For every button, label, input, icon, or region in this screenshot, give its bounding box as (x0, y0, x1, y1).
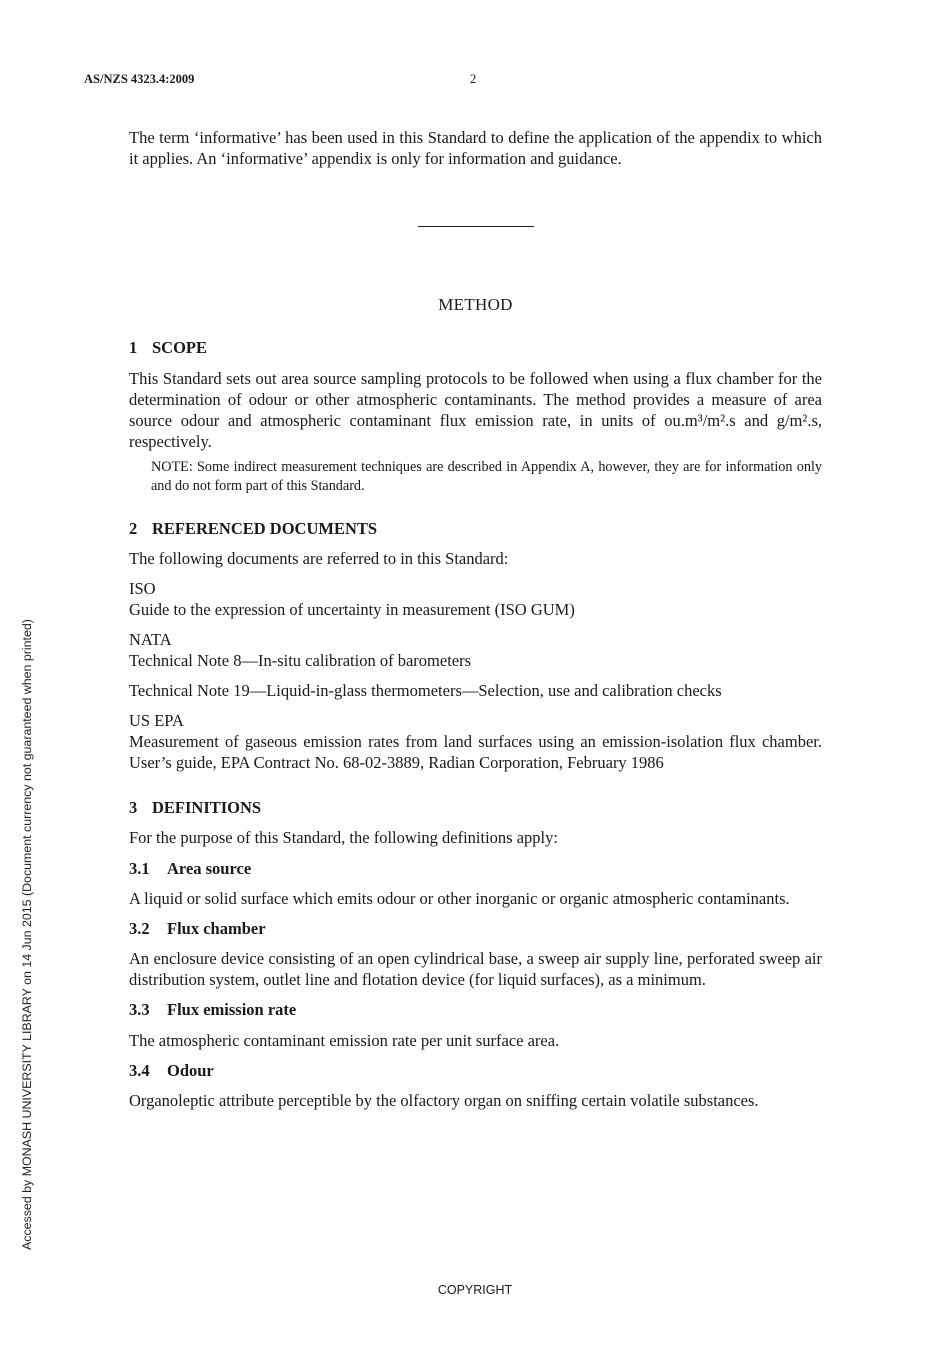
section-3-heading (129, 797, 822, 818)
section-divider (418, 226, 534, 227)
method-heading: METHOD (438, 295, 513, 314)
section-3-title: DEFINITIONS (152, 798, 262, 817)
definition-3-3-text: The atmospheric contaminant emission rate per unit surface area. (129, 1031, 560, 1050)
access-watermark: Accessed by MONASH UNIVERSITY LIBRARY on 14 Jun 2015 (Document currency not guaranteed when printed) (20, 619, 34, 1250)
definition-term: Area source (167, 859, 252, 878)
scope-note: NOTE: Some indirect measurement techniques are described in Appendix A, however, they are for information only and do not form part of this Standard. (151, 459, 822, 494)
reference-group-epa (129, 710, 822, 773)
section-3-number: 3 (129, 798, 138, 817)
definition-term: Flux chamber (167, 919, 266, 938)
definition-3-2-text: An enclosure device consisting of an open cylindrical base, a sweep air supply line, perforated sweep air distribution system, outlet line and flotation device (for liquid surfaces), as a minimum. (129, 949, 822, 989)
section-1-title: SCOPE (152, 338, 208, 357)
definition-3-3-heading (129, 999, 822, 1020)
definition-number: 3.4 (129, 1061, 150, 1080)
reference-doc-epa: Measurement of gaseous emission rates from land surfaces using an emission-isolation flux chamber. User’s guide, EPA Contract No. 68-02-3889, Radian Corporation, February 1986 (129, 732, 822, 772)
standard-code: AS/NZS 4323.4:2009 (84, 72, 195, 86)
definition-3-1-text: A liquid or solid surface which emits odour or other inorganic or organic atmospheric contaminants. (129, 889, 790, 908)
definition-number: 3.1 (129, 859, 150, 878)
reference-doc-nata-tn8: Technical Note 8—In-situ calibration of barometers (129, 651, 472, 670)
references-intro: The following documents are referred to in this Standard: (129, 549, 509, 568)
definition-term: Flux emission rate (167, 1000, 297, 1019)
definition-3-2-heading (129, 918, 822, 939)
reference-org-epa: US EPA (129, 711, 184, 730)
page-number: 2 (470, 72, 477, 86)
copyright-footer: COPYRIGHT (437, 1283, 513, 1297)
definition-number: 3.3 (129, 1000, 150, 1019)
definition-3-4-heading (129, 1060, 822, 1081)
definitions-intro: For the purpose of this Standard, the following definitions apply: (129, 828, 558, 847)
reference-org-nata: NATA (129, 630, 172, 649)
section-2-heading (129, 518, 822, 539)
reference-doc-iso-gum: Guide to the expression of uncertainty in measurement (ISO GUM) (129, 600, 575, 619)
reference-group-iso (129, 578, 822, 620)
reference-org-iso: ISO (129, 579, 156, 598)
definition-number: 3.2 (129, 919, 150, 938)
reference-doc-nata-tn19: Technical Note 19—Liquid-in-glass thermometers—Selection, use and calibration checks (129, 681, 722, 700)
intro-paragraph: The term ‘informative’ has been used in this Standard to define the application of the appendix to which it applies. An ‘informative’ appendix is only for information and guidance. (129, 128, 822, 168)
scope-paragraph: This Standard sets out area source sampling protocols to be followed when using a flux chamber for the determination of odour or other atmospheric contaminants. The method provides a measure of area source odour and atmospheric contaminant flux emission rate, in units of ou.m³/m².s and g/m².s, respectively. (129, 369, 822, 451)
document-body (129, 127, 822, 1111)
section-1-heading (129, 337, 822, 358)
section-2-title: REFERENCED DOCUMENTS (152, 519, 378, 538)
section-1-number: 1 (129, 338, 138, 357)
definition-term: Odour (167, 1061, 214, 1080)
definition-3-4-text: Organoleptic attribute perceptible by the olfactory organ on sniffing certain volatile substances. (129, 1091, 759, 1110)
definition-3-1-heading (129, 858, 822, 879)
section-2-number: 2 (129, 519, 138, 538)
reference-group-nata (129, 629, 822, 701)
